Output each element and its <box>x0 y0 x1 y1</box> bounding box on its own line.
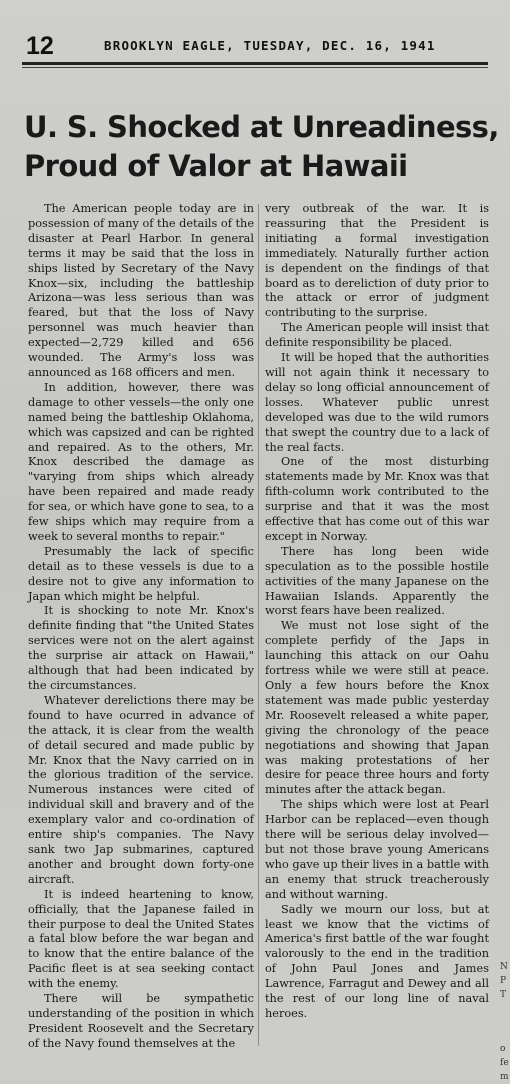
edge-fragment: N <box>500 962 508 972</box>
adjacent-column-fragments <box>500 960 510 1084</box>
left-column <box>28 202 254 1052</box>
edge-fragment: T <box>500 990 507 1000</box>
paragraph: There will be sympathetic understanding of the position in which President Roosevelt and the Secretary of the Navy found themselves at the <box>28 992 254 1050</box>
header-rule-thin <box>22 67 488 68</box>
page-number: 12 <box>26 32 54 60</box>
edge-fragment: P <box>500 976 507 986</box>
paragraph: It is shocking to note Mr. Knox's definite finding that "the United States services were not on the alert against the surprise air attack on Hawaii," although that had been indicated by the circumstances. <box>28 604 254 692</box>
paragraph: Sadly we mourn our loss, but at least we know that the victims of America's first battle of the war fought valorously to the end in the tradition of John Paul Jones and James Lawrence, Farragut and Dewey and all the rest of our long line of naval heroes. <box>265 902 489 1020</box>
header-rule <box>22 62 488 65</box>
right-column <box>265 202 489 1022</box>
edge-fragment: m <box>500 1072 509 1082</box>
edge-fragment: o <box>500 1044 506 1054</box>
paragraph: There has long been wide speculation as to the possible hostile activities of the many Japanese on the Hawaiian Islands. Apparently the worst fears have been realized. <box>265 544 489 618</box>
paragraph-continued: very outbreak of the war. It is reassuring that the President is initiating a formal investigation immediately. Naturally further action is dependent on the findings of that board as to dereliction of duty prior to the attack or error of judgment contributing to the surprise. <box>265 202 489 320</box>
paragraph: In addition, however, there was damage to other vessels—the only one named being the battleship Oklahoma, which was capsized and can be righted and repaired. As to the others, Mr. Knox described the damage as "varying from ships which already have been repaired and made ready for sea, or which have gone to sea, to a few ships which may require from a week to several months to repair." <box>28 380 254 543</box>
dateline: BROOKLYN EAGLE, TUESDAY, DEC. 16, 1941 <box>104 38 436 53</box>
headline-line-1: U. S. Shocked at Unreadiness, <box>24 110 499 144</box>
paragraph: It is indeed heartening to know, officially, that the Japanese failed in their purpose to deal the United States a fatal blow before the war began and to know that the entire balance of the Pacific fleet is at sea seeking contact with the enemy. <box>28 887 254 991</box>
column-divider <box>258 204 259 1046</box>
paragraph: It will be hoped that the authorities will not again think it necessary to delay so long official announcement of losses. Whatever public unrest developed was due to the wild rumors that swept the country due to a lack of the real facts. <box>265 351 489 454</box>
paragraph: Presumably the lack of specific detail as to these vessels is due to a desire not to give any information to Japan which might be helpful. <box>28 544 254 603</box>
paragraph: We must not lose sight of the complete perfidy of the Japs in launching this attack on our Oahu fortress while we were still at peace. Only a few hours before the Knox statement was made public yesterday Mr. Roosevelt released a white paper, giving the chronology of the peace negotiations and showing that Japan was making protestations of her desire for peace three hours and forty minutes after the attack began. <box>265 619 489 797</box>
page-header <box>22 26 492 66</box>
paragraph: The American people today are in possession of many of the details of the disaster at Pearl Harbor. In general terms it may be said that the loss in ships listed by Secretary of the Navy Knox—six, including the battleship Arizona—was less serious than was feared, but that the loss of Navy personnel was much heavier than expected—2,729 killed and 656 wounded. The Army's loss was announced as 168 officers and men. <box>28 202 255 379</box>
headline-line-2: Proud of Valor at Hawaii <box>24 149 408 183</box>
editorial-headline <box>24 108 499 186</box>
paragraph: The ships which were lost at Pearl Harbor can be replaced—even though there will be serious delay involved—but not those brave young Americans who gave up their lives in a battle with an enemy that struck treacherously and without warning. <box>265 798 489 901</box>
paragraph: One of the most disturbing statements made by Mr. Knox was that fifth-column work contributed to the surprise and that it was the most effective that has come out of this war except in Norway. <box>265 455 489 543</box>
edge-fragment: fe <box>500 1058 509 1068</box>
paragraph: The American people will insist that definite responsibility be placed. <box>265 321 489 350</box>
paragraph: Whatever derelictions there may be found to have ocurred in advance of the attack, it is clear from the wealth of detail secured and made public by Mr. Knox that the Navy carried on in the glorious tradition of the service. Numerous instances were cited of individual skill and bravery and of the exemplary valor and co-ordination of entire ship's companies. The Navy sank two Jap submarines, captured another and brought down forty-one aircraft. <box>28 693 254 886</box>
